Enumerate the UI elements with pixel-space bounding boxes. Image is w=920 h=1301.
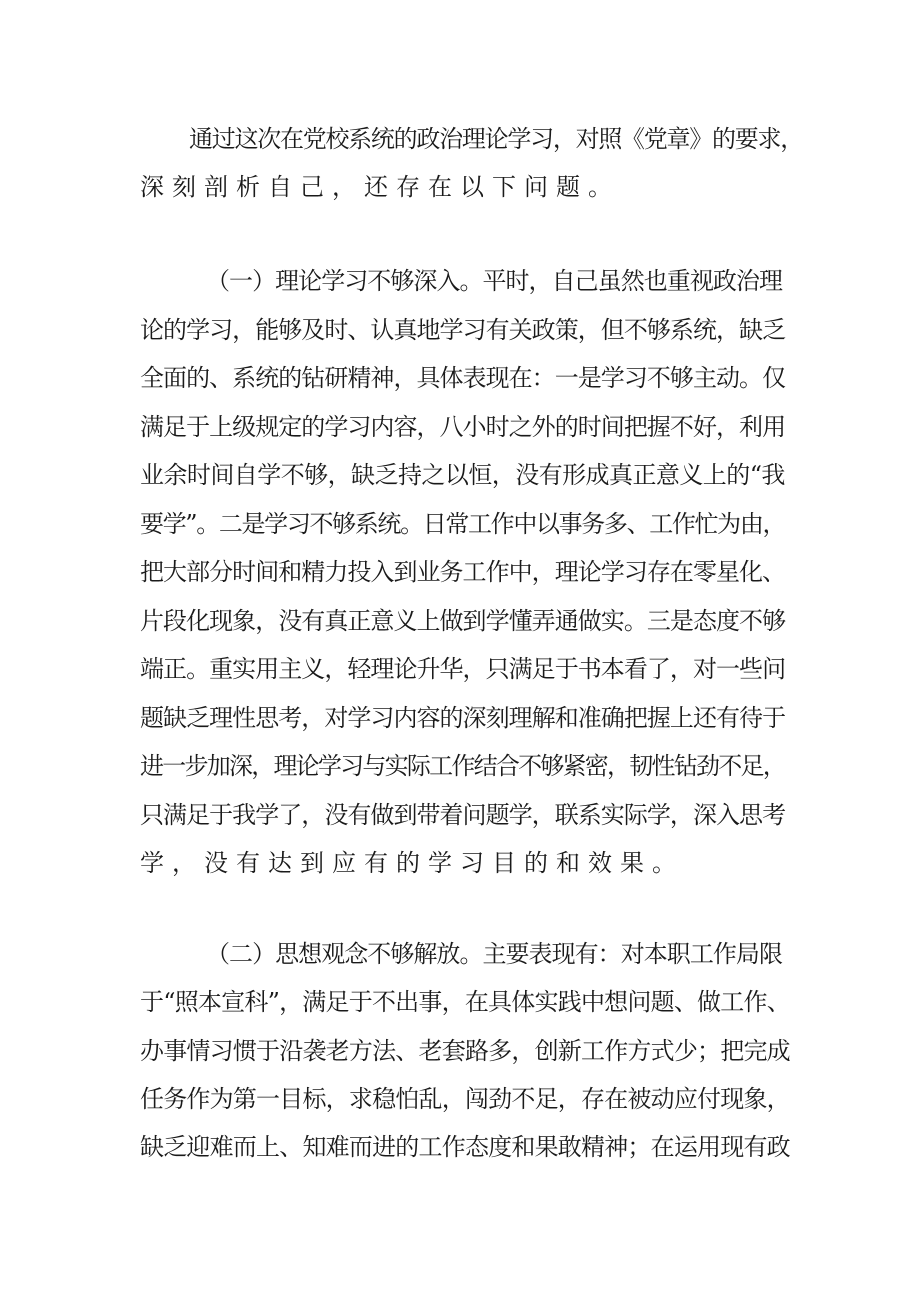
text-line: 通过这次在党校系统的政治理论学习，对照《党章》的要求， [189, 125, 803, 153]
text-line: 论的学习，能够及时、认真地学习有关政策，但不够系统，缺乏 [140, 316, 786, 344]
text-line: 于“照本宣科”，满足于不出事，在具体实践中想问题、做工作、 [140, 988, 790, 1016]
text-line: 端正。重实用主义，轻理论升华，只满足于书本看了，对一些问 [140, 655, 786, 683]
text-line: 深刻剖析自己，还存在以下问题。 [140, 173, 620, 201]
text-line: 全面的、系统的钻研精神，具体表现在：一是学习不够主动。仅 [140, 364, 786, 392]
text-line: 办事情习惯于沿袭老方法、老套路多，创新工作方式少；把完成 [140, 1037, 790, 1065]
text-line: 业余时间自学不够，缺乏持之以恒，没有形成真正意义上的“我 [140, 461, 785, 489]
text-line: 满足于上级规定的学习内容，八小时之外的时间把握不好，利用 [140, 413, 786, 441]
text-line: 学，没有达到应有的学习目的和效果。 [140, 849, 684, 877]
text-line: 缺乏迎难而上、知难而进的工作态度和果敢精神；在运用现有政 [140, 1133, 790, 1161]
text-line: 把大部分时间和精力投入到业务工作中，理论学习存在零星化、 [140, 558, 786, 586]
text-line: 进一步加深，理论学习与实际工作结合不够紧密，韧性钻劲不足， [140, 752, 785, 780]
text-line: 要学”。二是学习不够系统。日常工作中以事务多、工作忙为由， [140, 510, 786, 538]
text-line: （二）思想观念不够解放。主要表现有：对本职工作局限 [206, 940, 782, 968]
text-line: （一）理论学习不够深入。平时，自己虽然也重视政治理 [206, 267, 782, 295]
text-line: 任务作为第一目标，求稳怕乱，闯劲不足，存在被动应付现象， [140, 1085, 790, 1113]
text-line: 题缺乏理性思考，对学习内容的深刻理解和准确把握上还有待于 [140, 704, 786, 732]
text-line: 片段化现象，没有真正意义上做到学懂弄通做实。三是态度不够 [140, 607, 786, 635]
text-line: 只满足于我学了，没有做到带着问题学，联系实际学，深入思考 [140, 801, 786, 829]
